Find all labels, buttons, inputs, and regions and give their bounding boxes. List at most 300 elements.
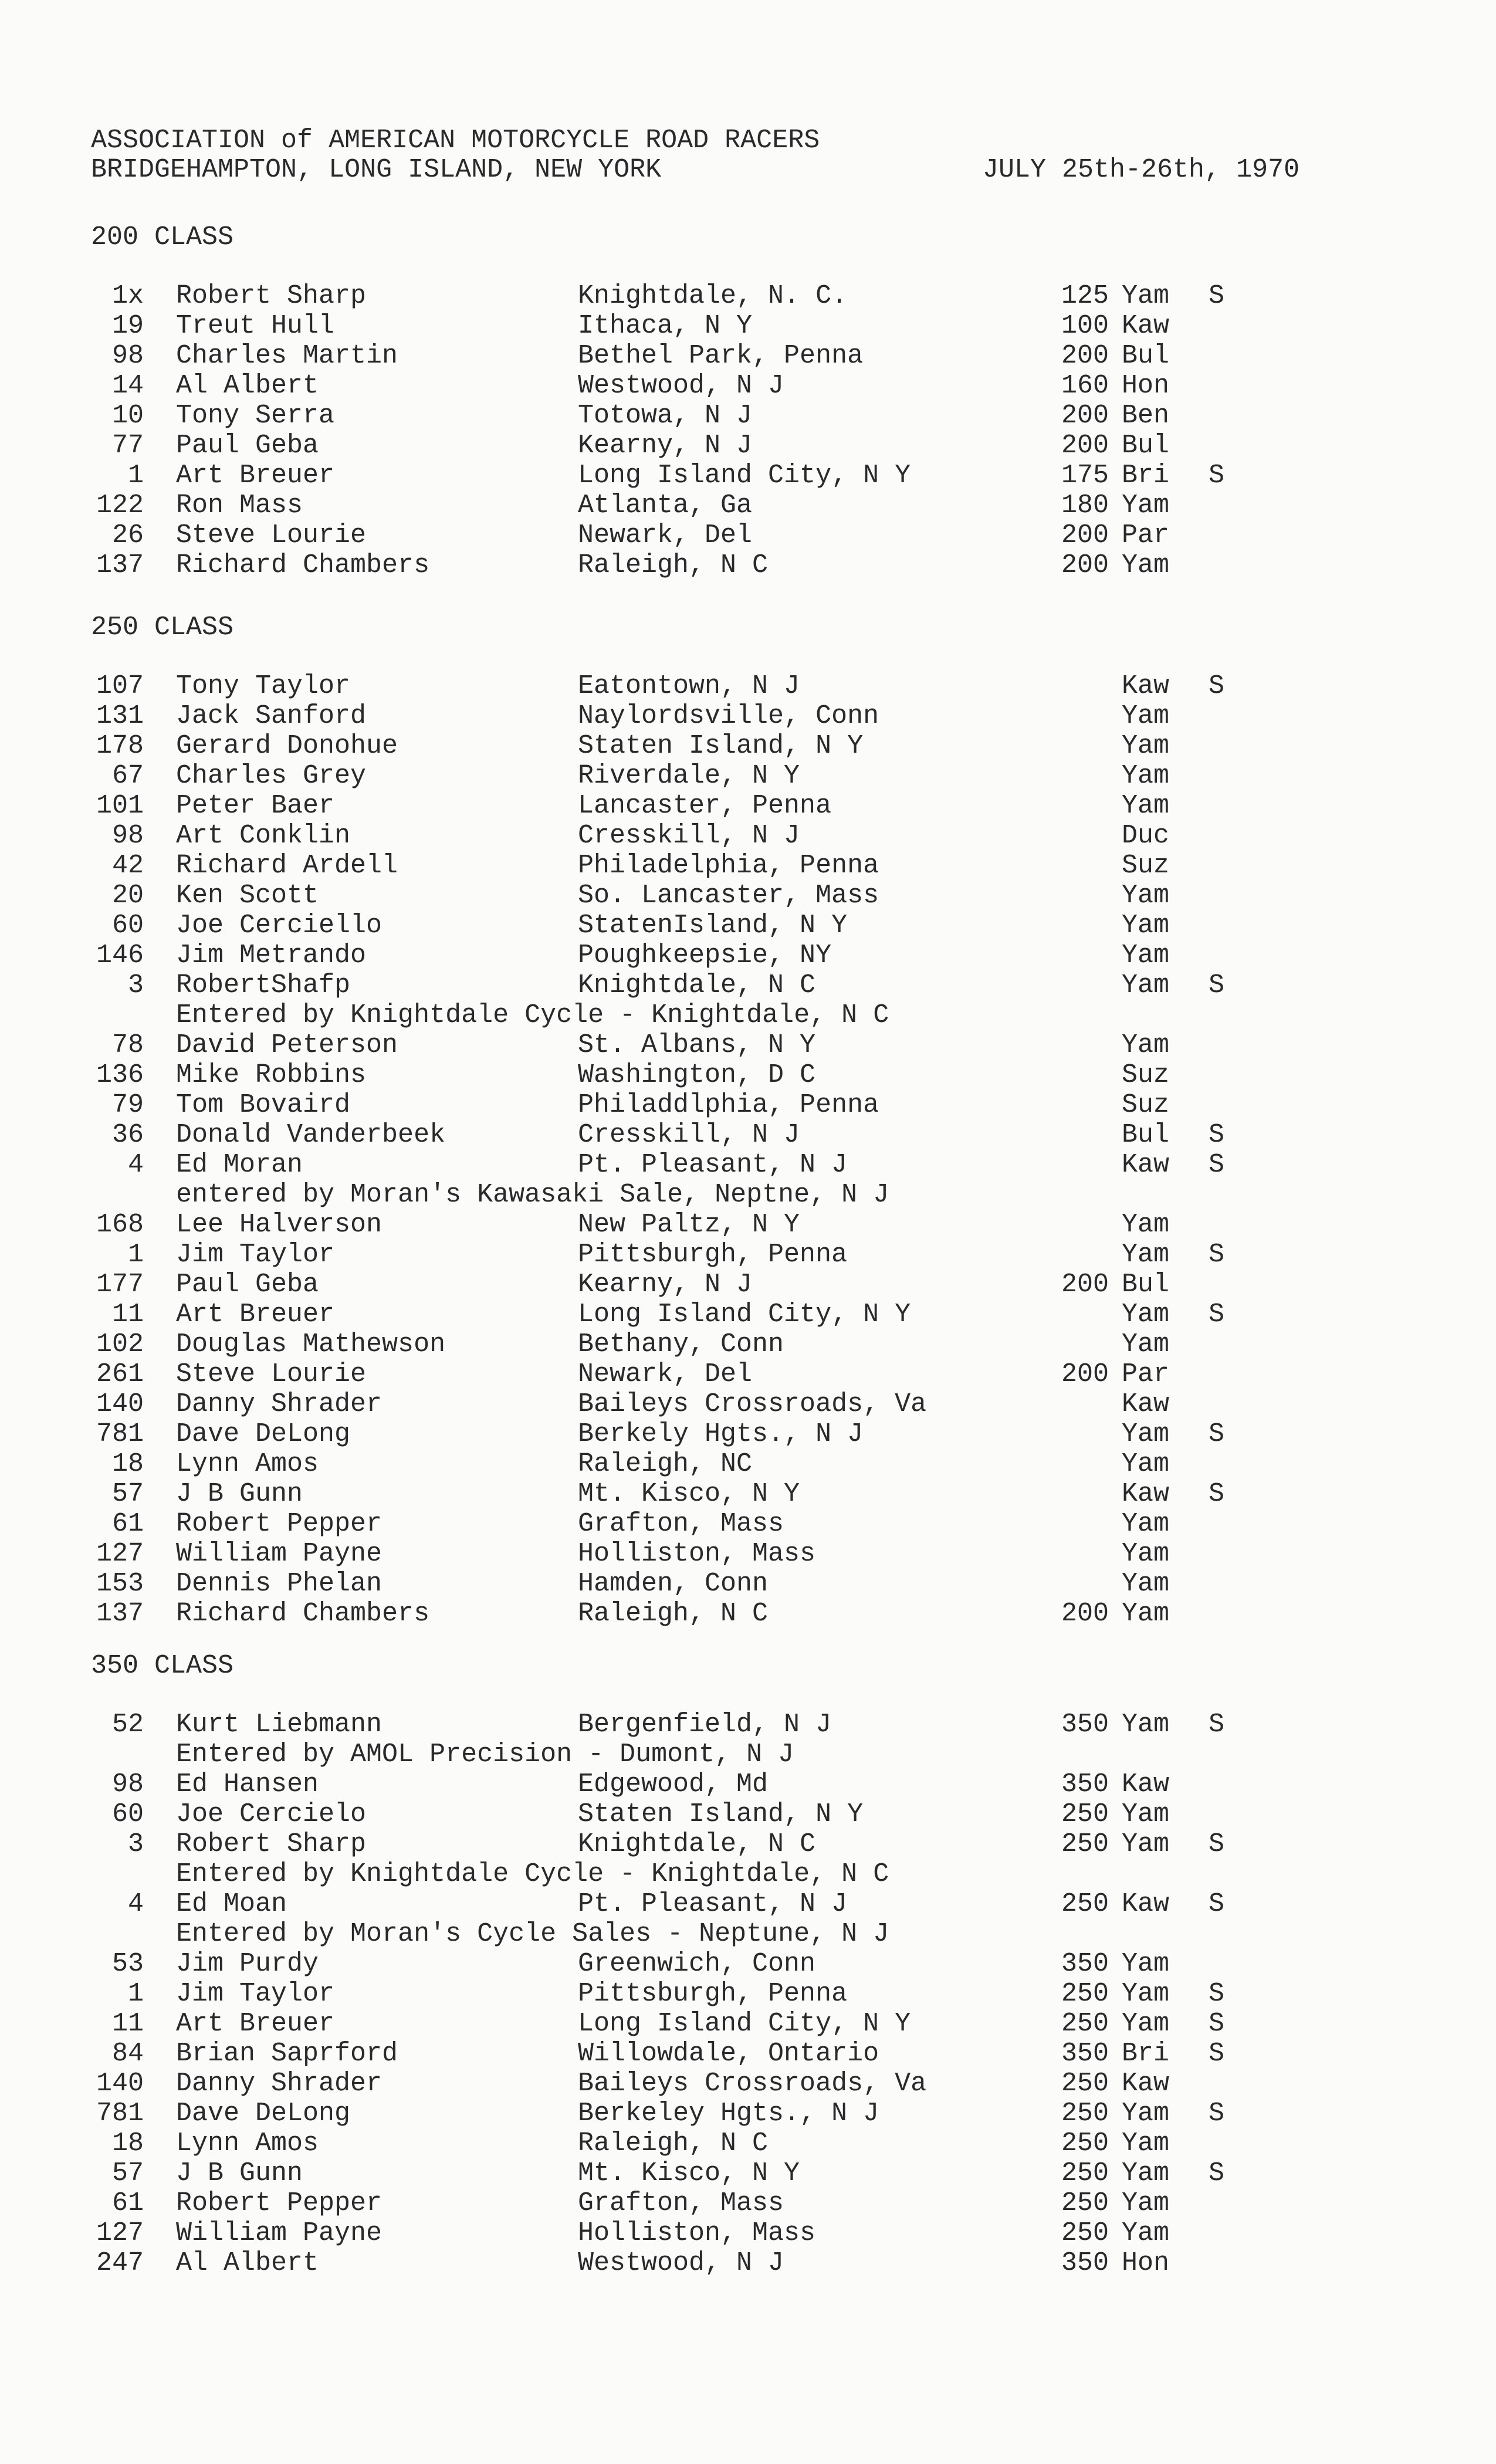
- entry-make: Par: [1122, 1359, 1170, 1389]
- entry-name: William Payne: [176, 2218, 383, 2248]
- entry-name: Ed Moan: [176, 1889, 287, 1919]
- entrant-note: entered by Moran's Kawasaki Sale, Neptne, N J: [176, 1180, 889, 1210]
- entry-city: Hamden, Conn: [578, 1569, 769, 1599]
- entry-make: Yam: [1122, 970, 1170, 1000]
- entry-make: Yam: [1122, 881, 1170, 911]
- entry-row: [0, 1949, 1496, 1979]
- entry-city: Pittsburgh, Penna: [578, 1979, 848, 2009]
- entry-city: Berkeley Hgts., N J: [578, 2099, 879, 2128]
- entry-row: [0, 1979, 1496, 2009]
- entry-city: Pt. Pleasant, N J: [578, 1889, 848, 1919]
- entry-row: [0, 911, 1496, 940]
- entry-name: Art Breuer: [176, 1299, 335, 1329]
- entry-city: New Paltz, N Y: [578, 1210, 800, 1240]
- entry-city: Westwood, N J: [578, 371, 784, 401]
- entry-city: Grafton, Mass: [578, 1509, 784, 1539]
- entry-row: [0, 881, 1496, 911]
- entry-cc: 350: [1061, 1710, 1109, 1739]
- entry-num: 77: [111, 431, 144, 461]
- entry-make: Kaw: [1122, 1479, 1170, 1509]
- entry-num: 61: [111, 1509, 144, 1539]
- entry-num: 1: [127, 461, 144, 490]
- class-title: 250 CLASS: [91, 612, 234, 642]
- entry-make: Yam: [1122, 911, 1170, 940]
- entry-num: 781: [96, 2099, 144, 2128]
- entry-row: [0, 761, 1496, 791]
- entry-row: [0, 401, 1496, 431]
- entry-make: Kaw: [1122, 671, 1170, 701]
- entry-make: Yam: [1122, 1509, 1170, 1539]
- entry-num: 127: [96, 2218, 144, 2248]
- entry-row: [0, 2189, 1496, 2218]
- entry-name: William Payne: [176, 1539, 383, 1569]
- entry-row: [0, 1300, 1496, 1329]
- entry-name: Lynn Amos: [176, 2128, 319, 2158]
- entry-city: Mt. Kisco, N Y: [578, 2158, 800, 2188]
- entry-city: Pt. Pleasant, N J: [578, 1150, 848, 1180]
- entry-flag: S: [1209, 1299, 1225, 1329]
- entry-flag: S: [1209, 2009, 1225, 2039]
- entry-flag: S: [1209, 461, 1225, 490]
- entry-name: Al Albert: [176, 2248, 319, 2278]
- entry-name: Jim Taylor: [176, 1979, 335, 2009]
- entry-row: [0, 1539, 1496, 1569]
- entry-name: Richard Ardell: [176, 851, 398, 881]
- entry-row: [0, 341, 1496, 371]
- entry-row: [0, 732, 1496, 761]
- entry-row: [0, 431, 1496, 461]
- entry-city: Poughkeepsie, NY: [578, 940, 832, 970]
- entry-row: [0, 1770, 1496, 1799]
- entry-name: Tony Taylor: [176, 671, 351, 701]
- entry-row: [0, 2219, 1496, 2248]
- entry-city: Holliston, Mass: [578, 2218, 816, 2248]
- entry-make: Duc: [1122, 821, 1170, 851]
- entry-row: [0, 1270, 1496, 1299]
- entry-num: 98: [111, 821, 144, 851]
- entry-cc: 250: [1061, 1979, 1109, 2009]
- entry-city: Philadelphia, Penna: [578, 851, 879, 881]
- entry-make: Yam: [1122, 701, 1170, 731]
- entry-make: Hon: [1122, 371, 1170, 401]
- entry-num: 3: [127, 970, 144, 1000]
- entry-cc: 250: [1061, 2069, 1109, 2099]
- entry-make: Hon: [1122, 2248, 1170, 2278]
- entry-cc: 200: [1061, 520, 1109, 550]
- entry-num: 101: [96, 791, 144, 821]
- entry-name: Dave DeLong: [176, 2099, 351, 2128]
- entry-row: [0, 371, 1496, 401]
- entry-row: [0, 1800, 1496, 1829]
- entry-num: 84: [111, 2039, 144, 2069]
- entry-cc: 200: [1061, 401, 1109, 431]
- entry-row: [0, 851, 1496, 881]
- entry-num: 153: [96, 1569, 144, 1599]
- entry-num: 14: [111, 371, 144, 401]
- entry-row: [0, 1890, 1496, 1919]
- entry-row: [0, 1830, 1496, 1859]
- entry-row: [0, 2069, 1496, 2099]
- entry-flag: S: [1209, 1979, 1225, 2009]
- entry-name: Ron Mass: [176, 490, 303, 520]
- entry-city: Newark, Del: [578, 1359, 753, 1389]
- entry-flag: S: [1209, 2099, 1225, 2128]
- entry-city: Willowdale, Ontario: [578, 2039, 879, 2069]
- entry-city: Long Island City, N Y: [578, 2009, 911, 2039]
- entry-row: [0, 791, 1496, 821]
- entry-row: [0, 2159, 1496, 2188]
- association-title: ASSOCIATION of AMERICAN MOTORCYCLE ROAD RACERS: [91, 126, 820, 155]
- entry-name: Steve Lourie: [176, 1359, 367, 1389]
- entry-cc: 350: [1061, 2039, 1109, 2069]
- entry-make: Kaw: [1122, 1150, 1170, 1180]
- entry-make: Suz: [1122, 1090, 1170, 1120]
- entry-name: Paul Geba: [176, 431, 319, 461]
- entry-make: Yam: [1122, 490, 1170, 520]
- entry-name: Lynn Amos: [176, 1449, 319, 1479]
- entry-cc: 250: [1061, 2188, 1109, 2218]
- entry-num: 136: [96, 1060, 144, 1090]
- entry-make: Yam: [1122, 1449, 1170, 1479]
- entry-name: Richard Chambers: [176, 1599, 430, 1629]
- entry-num: 140: [96, 2069, 144, 2099]
- entry-flag: S: [1209, 2158, 1225, 2188]
- entry-row: [0, 1420, 1496, 1449]
- entry-flag: S: [1209, 1240, 1225, 1270]
- entry-num: 131: [96, 701, 144, 731]
- entry-num: 19: [111, 311, 144, 341]
- entry-row: [0, 2099, 1496, 2128]
- entry-cc: 100: [1061, 311, 1109, 341]
- entry-name: Charles Martin: [176, 341, 398, 371]
- entry-city: Kearny, N J: [578, 1270, 753, 1299]
- entry-row: [0, 1450, 1496, 1479]
- entry-make: Yam: [1122, 761, 1170, 791]
- entry-city: So. Lancaster, Mass: [578, 881, 879, 911]
- entry-cc: 250: [1061, 2218, 1109, 2248]
- entry-make: Bul: [1122, 341, 1170, 371]
- entry-row: [0, 1360, 1496, 1389]
- entry-city: Naylordsville, Conn: [578, 701, 879, 731]
- entry-flag: S: [1209, 1710, 1225, 1739]
- entry-name: Charles Grey: [176, 761, 367, 791]
- entry-city: Edgewood, Md: [578, 1769, 769, 1799]
- entry-make: Yam: [1122, 1030, 1170, 1060]
- entry-name: Jim Taylor: [176, 1240, 335, 1270]
- entry-make: Kaw: [1122, 1389, 1170, 1419]
- entry-make: Bri: [1122, 2039, 1170, 2069]
- entry-city: Knightdale, N C: [578, 970, 816, 1000]
- entry-make: Bri: [1122, 461, 1170, 490]
- entry-name: Kurt Liebmann: [176, 1710, 383, 1739]
- entry-cc: 200: [1061, 431, 1109, 461]
- entry-make: Yam: [1122, 1599, 1170, 1629]
- entry-name: Danny Shrader: [176, 1389, 383, 1419]
- entry-num: 11: [111, 1299, 144, 1329]
- entry-city: Staten Island, N Y: [578, 731, 864, 761]
- entry-city: Staten Island, N Y: [578, 1799, 864, 1829]
- entry-make: Kaw: [1122, 2069, 1170, 2099]
- entry-flag: S: [1209, 671, 1225, 701]
- entry-make: Yam: [1122, 281, 1170, 311]
- entry-num: 781: [96, 1419, 144, 1449]
- entry-name: Robert Sharp: [176, 1829, 367, 1859]
- entry-name: Douglas Mathewson: [176, 1329, 446, 1359]
- entry-city: Philaddlphia, Penna: [578, 1090, 879, 1120]
- entry-name: Art Breuer: [176, 461, 335, 490]
- entry-row: [0, 312, 1496, 341]
- entry-city: Long Island City, N Y: [578, 1299, 911, 1329]
- entry-name: Joe Cercielo: [176, 1799, 367, 1829]
- entry-row: [0, 2009, 1496, 2039]
- entry-name: Jim Metrando: [176, 940, 367, 970]
- entry-make: Yam: [1122, 1240, 1170, 1270]
- entry-row: [0, 1121, 1496, 1150]
- entry-make: Yam: [1122, 1979, 1170, 2009]
- entry-num: 18: [111, 1449, 144, 1479]
- entry-num: 4: [127, 1150, 144, 1180]
- entry-num: 107: [96, 671, 144, 701]
- entry-row: [0, 1150, 1496, 1180]
- entry-name: Richard Chambers: [176, 550, 430, 580]
- entry-city: Newark, Del: [578, 520, 753, 550]
- entry-row: [0, 2249, 1496, 2278]
- entry-num: 11: [111, 2009, 144, 2039]
- entry-name: Tom Bovaird: [176, 1090, 351, 1120]
- entry-num: 137: [96, 550, 144, 580]
- entry-row: [0, 941, 1496, 970]
- entry-row: [0, 702, 1496, 731]
- entry-num: 79: [111, 1090, 144, 1120]
- entry-row: [0, 1240, 1496, 1270]
- entry-city: Grafton, Mass: [578, 2188, 784, 2218]
- entry-city: Baileys Crossroads, Va: [578, 2069, 927, 2099]
- entry-city: Ithaca, N Y: [578, 311, 753, 341]
- entry-row: [0, 2129, 1496, 2158]
- entry-city: Washington, D C: [578, 1060, 816, 1090]
- entry-name: Treut Hull: [176, 311, 335, 341]
- entry-row: [0, 971, 1496, 1000]
- entry-num: 36: [111, 1120, 144, 1150]
- entry-make: Yam: [1122, 1329, 1170, 1359]
- entry-num: 261: [96, 1359, 144, 1389]
- entry-cc: 200: [1061, 1270, 1109, 1299]
- entrant-note: Entered by Moran's Cycle Sales - Neptune, N J: [176, 1919, 889, 1949]
- entry-num: 247: [96, 2248, 144, 2278]
- entrant-note: Entered by Knightdale Cycle - Knightdale, N C: [176, 1859, 889, 1889]
- entry-city: Raleigh, N C: [578, 1599, 769, 1629]
- entry-flag: S: [1209, 1479, 1225, 1509]
- entry-row: [0, 1061, 1496, 1090]
- entry-num: 140: [96, 1389, 144, 1419]
- entry-make: Kaw: [1122, 311, 1170, 341]
- entry-name: Paul Geba: [176, 1270, 319, 1299]
- entry-make: Par: [1122, 520, 1170, 550]
- entry-city: Lancaster, Penna: [578, 791, 832, 821]
- entry-row: [0, 551, 1496, 580]
- entry-name: Ed Hansen: [176, 1769, 319, 1799]
- entry-make: Yam: [1122, 1829, 1170, 1859]
- entry-row: [0, 1390, 1496, 1419]
- venue-title: BRIDGEHAMPTON, LONG ISLAND, NEW YORK: [91, 155, 662, 185]
- entry-cc: 160: [1061, 371, 1109, 401]
- entry-flag: S: [1209, 1419, 1225, 1449]
- entry-make: Yam: [1122, 2188, 1170, 2218]
- entry-make: Yam: [1122, 2158, 1170, 2188]
- entry-num: 57: [111, 2158, 144, 2188]
- entrant-note: Entered by AMOL Precision - Dumont, N J: [176, 1739, 794, 1769]
- entry-cc: 250: [1061, 2099, 1109, 2128]
- entry-city: Knightdale, N C: [578, 1829, 816, 1859]
- entry-make: Yam: [1122, 1569, 1170, 1599]
- entry-flag: S: [1209, 2039, 1225, 2069]
- entry-make: Yam: [1122, 2218, 1170, 2248]
- entry-city: Pittsburgh, Penna: [578, 1240, 848, 1270]
- entry-cc: 250: [1061, 2158, 1109, 2188]
- entry-name: Art Conklin: [176, 821, 351, 851]
- class-title: 200 CLASS: [91, 222, 234, 252]
- entry-city: Mt. Kisco, N Y: [578, 1479, 800, 1509]
- entry-name: J B Gunn: [176, 1479, 303, 1509]
- entry-name: Ed Moran: [176, 1150, 303, 1180]
- entry-row: [0, 282, 1496, 311]
- entry-make: Suz: [1122, 1060, 1170, 1090]
- entry-make: Ben: [1122, 401, 1170, 431]
- entry-make: Yam: [1122, 1949, 1170, 1979]
- entry-row: [0, 1031, 1496, 1060]
- entry-make: Yam: [1122, 2128, 1170, 2158]
- entry-city: Cresskill, N J: [578, 821, 800, 851]
- entry-cc: 250: [1061, 2128, 1109, 2158]
- entry-make: Bul: [1122, 1270, 1170, 1299]
- entry-city: Riverdale, N Y: [578, 761, 800, 791]
- entry-row: [0, 1480, 1496, 1509]
- entry-flag: S: [1209, 1150, 1225, 1180]
- entry-num: 127: [96, 1539, 144, 1569]
- entry-name: Robert Sharp: [176, 281, 367, 311]
- entry-city: Atlanta, Ga: [578, 490, 753, 520]
- entry-city: Long Island City, N Y: [578, 461, 911, 490]
- entry-flag: S: [1209, 1829, 1225, 1859]
- entry-cc: 250: [1061, 1889, 1109, 1919]
- entry-num: 78: [111, 1030, 144, 1060]
- entry-row: [0, 521, 1496, 550]
- entry-name: Gerard Donohue: [176, 731, 398, 761]
- entry-num: 3: [127, 1829, 144, 1859]
- entry-name: J B Gunn: [176, 2158, 303, 2188]
- entry-name: Brian Saprford: [176, 2039, 398, 2069]
- entry-make: Yam: [1122, 550, 1170, 580]
- entry-row: [0, 1509, 1496, 1539]
- entry-num: 20: [111, 881, 144, 911]
- entry-make: Yam: [1122, 1210, 1170, 1240]
- entry-city: Greenwich, Conn: [578, 1949, 816, 1979]
- entry-city: St. Albans, N Y: [578, 1030, 816, 1060]
- entry-make: Yam: [1122, 1299, 1170, 1329]
- entry-cc: 350: [1061, 1769, 1109, 1799]
- entry-num: 122: [96, 490, 144, 520]
- entry-row: [0, 1710, 1496, 1739]
- entry-make: Kaw: [1122, 1889, 1170, 1919]
- entry-name: Lee Halverson: [176, 1210, 383, 1240]
- class-title: 350 CLASS: [91, 1651, 234, 1681]
- entry-name: Jim Purdy: [176, 1949, 319, 1979]
- entry-row: [0, 672, 1496, 701]
- entry-city: Bethel Park, Penna: [578, 341, 864, 371]
- entry-name: Mike Robbins: [176, 1060, 367, 1090]
- entry-num: 177: [96, 1270, 144, 1299]
- entry-num: 53: [111, 1949, 144, 1979]
- entry-make: Bul: [1122, 431, 1170, 461]
- entry-make: Yam: [1122, 1710, 1170, 1739]
- entry-name: Robert Pepper: [176, 1509, 383, 1539]
- entry-name: Art Breuer: [176, 2009, 335, 2039]
- entry-row: [0, 821, 1496, 851]
- entry-city: Bergenfield, N J: [578, 1710, 832, 1739]
- entry-num: 61: [111, 2188, 144, 2218]
- entrant-note: Entered by Knightdale Cycle - Knightdale, N C: [176, 1000, 889, 1030]
- entry-name: Ken Scott: [176, 881, 319, 911]
- entry-city: Raleigh, N C: [578, 550, 769, 580]
- entry-num: 18: [111, 2128, 144, 2158]
- entry-num: 42: [111, 851, 144, 881]
- entry-name: RobertShafp: [176, 970, 351, 1000]
- entry-make: Suz: [1122, 851, 1170, 881]
- entry-name: Robert Pepper: [176, 2188, 383, 2218]
- entry-city: Baileys Crossroads, Va: [578, 1389, 927, 1419]
- entry-city: Westwood, N J: [578, 2248, 784, 2278]
- entry-row: [0, 1330, 1496, 1359]
- entry-flag: S: [1209, 970, 1225, 1000]
- entry-num: 26: [111, 520, 144, 550]
- entry-city: Totowa, N J: [578, 401, 753, 431]
- entry-city: Raleigh, NC: [578, 1449, 753, 1479]
- entry-city: Kearny, N J: [578, 431, 753, 461]
- entry-row: [0, 1599, 1496, 1629]
- entry-num: 168: [96, 1210, 144, 1240]
- entry-make: Yam: [1122, 1539, 1170, 1569]
- entry-num: 52: [111, 1710, 144, 1739]
- entry-num: 67: [111, 761, 144, 791]
- entry-num: 1: [127, 1979, 144, 2009]
- entry-num: 57: [111, 1479, 144, 1509]
- entry-cc: 175: [1061, 461, 1109, 490]
- entry-name: Peter Baer: [176, 791, 335, 821]
- entry-num: 1: [127, 1240, 144, 1270]
- entry-row: [0, 1091, 1496, 1120]
- entry-row: [0, 1210, 1496, 1240]
- entry-city: StatenIsland, N Y: [578, 911, 848, 940]
- entry-cc: 250: [1061, 1829, 1109, 1859]
- entry-make: Yam: [1122, 940, 1170, 970]
- entry-make: Yam: [1122, 2009, 1170, 2039]
- entry-name: Al Albert: [176, 371, 319, 401]
- entry-make: Bul: [1122, 1120, 1170, 1150]
- entry-num: 98: [111, 1769, 144, 1799]
- entry-make: Yam: [1122, 731, 1170, 761]
- entry-row: [0, 2039, 1496, 2069]
- entry-city: Eatontown, N J: [578, 671, 800, 701]
- entry-name: Jack Sanford: [176, 701, 367, 731]
- entry-cc: 180: [1061, 490, 1109, 520]
- entry-num: 4: [127, 1889, 144, 1919]
- entry-num: 1x: [111, 281, 144, 311]
- entry-name: Danny Shrader: [176, 2069, 383, 2099]
- entry-num: 98: [111, 341, 144, 371]
- entry-num: 60: [111, 911, 144, 940]
- entry-name: Dave DeLong: [176, 1419, 351, 1449]
- entry-row: [0, 461, 1496, 490]
